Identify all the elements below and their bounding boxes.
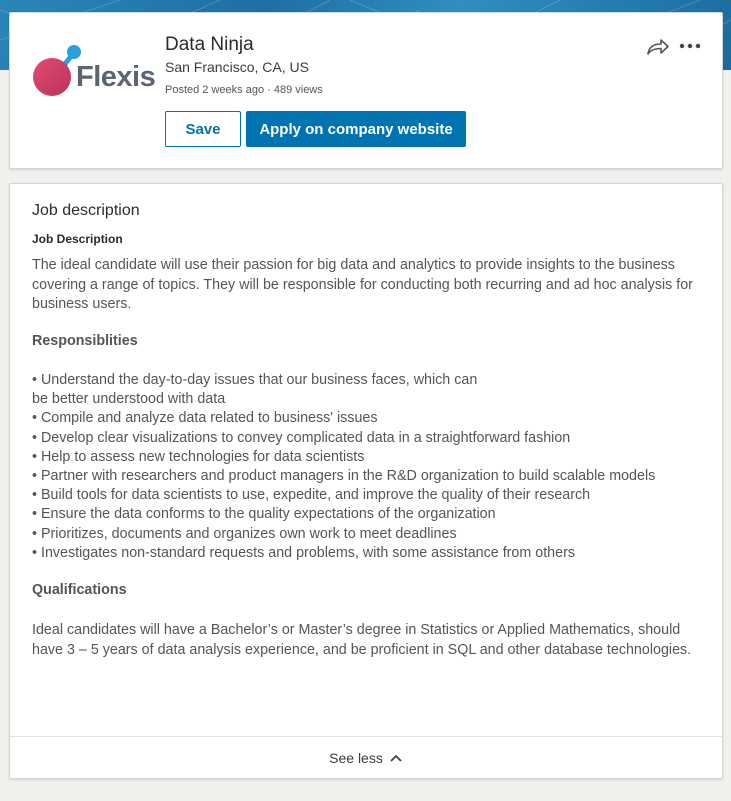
share-arrow-icon[interactable] [646, 37, 670, 57]
list-item: • Investigates non-standard requests and problems, with some assistance from others [32, 544, 575, 561]
list-item: • Prioritizes, documents and organizes own work to meet deadlines [32, 525, 457, 542]
section-heading: Job description [32, 202, 140, 219]
job-location: San Francisco, CA, US [165, 59, 309, 75]
description-intro: The ideal candidate will use their passion for big data and analytics to provide insights to the business covering a range of topics. They will be responsible for conducting both recurring and ad hoc analysis for business users. [32, 257, 693, 312]
job-meta: Posted 2 weeks ago · 489 views [165, 84, 323, 96]
job-title[interactable]: Data Ninja [165, 34, 254, 55]
qualifications-text: Ideal candidates will have a Bachelor’s or Master’s degree in Statistics or Applied Mathematics, should have 3 – 5 years of data analysis experience, and be proficient in SQL and other database technologies. [32, 622, 692, 658]
list-item: • Develop clear visualizations to convey complicated data in a straightforward fashion [32, 429, 571, 446]
description-subheading: Job Description [32, 232, 123, 246]
see-less-button[interactable] [10, 737, 722, 779]
responsibilities-heading: Responsiblities [32, 333, 138, 349]
save-button[interactable]: Save [165, 111, 241, 147]
list-item: • Partner with researchers and product managers in the R&D organization to build scalable models [32, 468, 656, 485]
list-item: • Compile and analyze data related to business' issues [32, 410, 378, 427]
job-header-card [9, 12, 723, 169]
apply-button[interactable]: Apply on company website [246, 111, 466, 147]
list-item: • Understand the day-to-day issues that our business faces, which can [32, 372, 478, 388]
see-less-label: See less [329, 750, 383, 766]
list-item: • Ensure the data conforms to the quality expectations of the organization [32, 506, 496, 523]
responsibilities-list [32, 371, 712, 563]
company-logo-text: Flexis [76, 61, 156, 93]
qualifications-heading: Qualifications [32, 582, 127, 598]
company-logo[interactable] [30, 43, 156, 103]
list-item: • Build tools for data scientists to use, expedite, and improve the quality of their research [32, 487, 591, 504]
more-dots-icon[interactable] [679, 39, 701, 53]
list-item: • Help to assess new technologies for data scientists [32, 448, 365, 465]
chevron-up-icon [389, 753, 403, 763]
job-description-card [9, 183, 723, 779]
list-item: be better understood with data [32, 391, 226, 408]
